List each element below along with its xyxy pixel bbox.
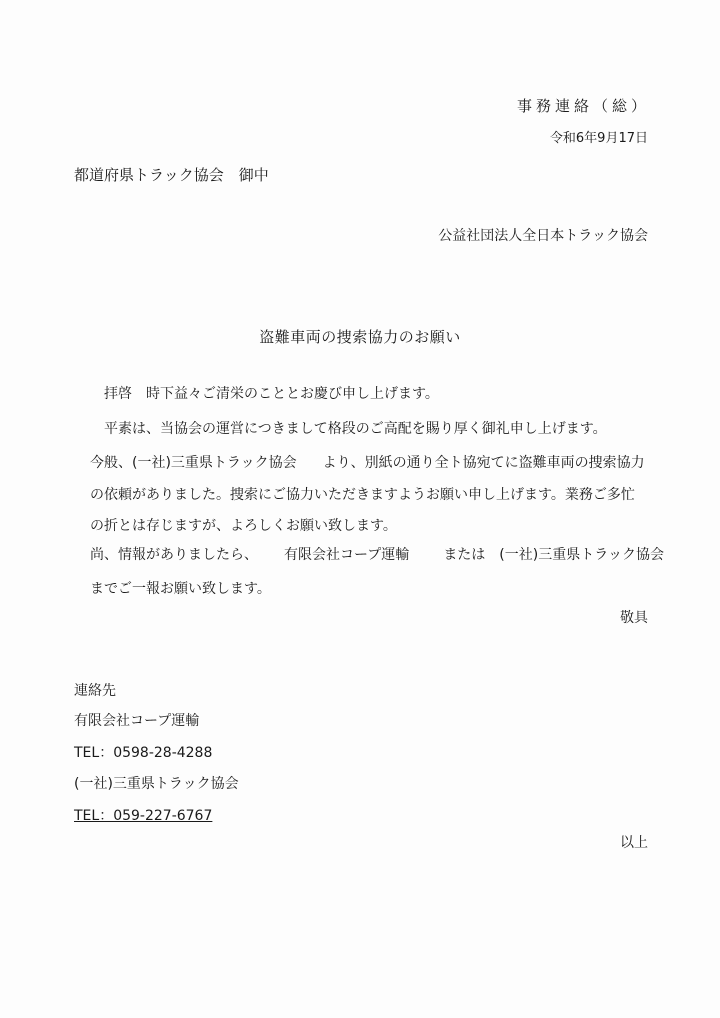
closing-word: 敬具 — [620, 610, 648, 626]
body-line-4-part-c: または (一社)三重県トラック協会 — [443, 547, 664, 563]
contact-tel-1: TEL：0598-28-4288 — [74, 745, 213, 761]
body-line-4-part-a: 尚、情報がありましたら、 — [90, 547, 258, 563]
contact-company-1: 有限会社コープ運輸 — [74, 713, 200, 729]
sender: 公益社団法人全日本トラック協会 — [438, 228, 648, 244]
end-mark: 以上 — [620, 835, 648, 851]
body-line-1 — [90, 454, 645, 472]
contact-company-2: (一社)三重県トラック協会 — [74, 776, 239, 792]
greeting-line: 拝啓 時下益々ご清栄のこととお慶び申し上げます。 — [104, 386, 439, 402]
body-line-5: までご一報お願い致します。 — [90, 581, 271, 597]
contact-label: 連絡先 — [74, 683, 116, 699]
document-number: 事務連絡（総） — [516, 97, 650, 115]
body-line-4 — [90, 546, 664, 564]
body-line-2: の依頼がありました。捜索にご協力いただきますようお願い申し上げます。業務ご多忙 — [90, 487, 635, 503]
document-title: 盗難車両の捜索協力のお願い — [259, 328, 461, 346]
body-line-4-part-b: 有限会社コープ運輸 — [284, 547, 410, 563]
document-date: 令和6年9月17日 — [549, 131, 648, 146]
recipient: 都道府県トラック協会 御中 — [74, 166, 269, 184]
contact-tel-2: TEL：059-227-6767 — [74, 808, 213, 824]
thanks-line: 平素は、当協会の運営につきまして格段のご高配を賜り厚く御礼申し上げます。 — [104, 421, 607, 437]
body-line-1-part-b: より、別紙の通り全ト協宛てに盗難車両の捜索協力 — [322, 455, 645, 471]
body-line-1-part-a: 今般、(一社)三重県トラック協会 — [90, 455, 297, 471]
body-line-3: の折とは存じますが、よろしくお願い致します。 — [90, 518, 397, 534]
